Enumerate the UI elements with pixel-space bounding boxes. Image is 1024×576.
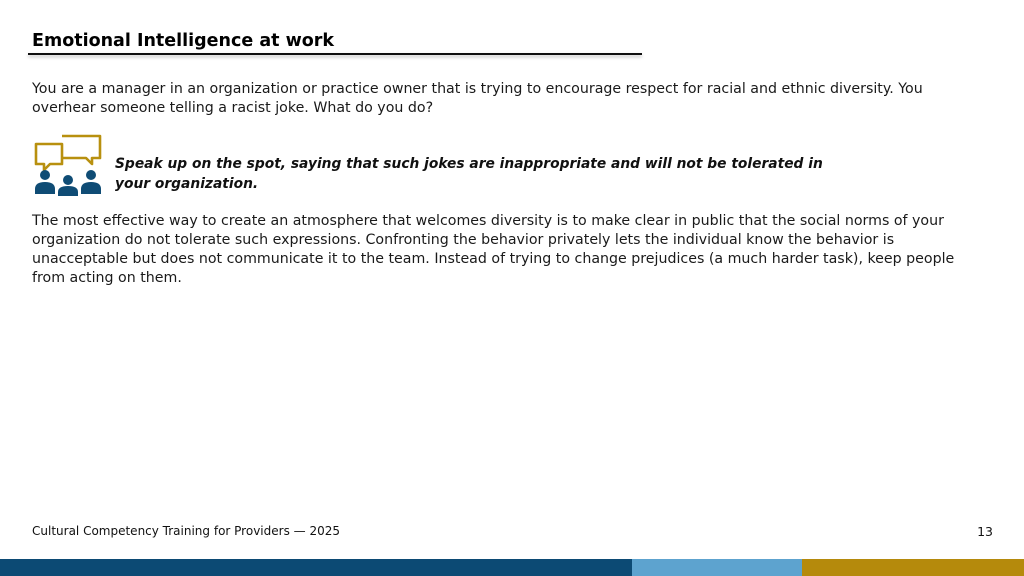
scenario-question: You are a manager in an organization or practice owner that is trying to encourage respect for racial and ethnic diversity. You overhear someone telling a racist joke. What do you do? xyxy=(32,81,923,116)
page-number: 13 xyxy=(977,524,993,539)
person-right-head xyxy=(86,170,96,180)
person-middle-head xyxy=(63,175,73,185)
answer-text: Speak up on the spot, saying that such jokes are inappropriate and will not be tolerated in your organization. xyxy=(115,156,823,192)
person-left-body xyxy=(35,182,55,194)
person-right-body xyxy=(81,182,101,194)
explanation-text: The most effective way to create an atmosphere that welcomes diversity is to make clear in public that the social norms of your organization do not tolerate such expressions. Confronting the behavior privately lets the individual know the behavior is unacceptable but does not communicate it to the team. Instead of trying to change prejudices (a much harder task), keep people from acting on them. xyxy=(32,213,955,286)
person-left-head xyxy=(40,170,50,180)
speech-bubble-right xyxy=(62,136,100,164)
footer-band-light-blue xyxy=(632,559,802,576)
person-middle-body xyxy=(58,186,78,196)
footer-caption: Cultural Competency Training for Providers — 2025 xyxy=(32,524,340,538)
title-underline xyxy=(28,53,642,55)
footer-band-gold xyxy=(802,559,1024,576)
footer-band-dark-blue xyxy=(0,559,632,576)
group-discussion-icon xyxy=(32,132,104,196)
speech-bubble-left xyxy=(36,144,62,170)
slide-title: Emotional Intelligence at work xyxy=(32,31,335,51)
